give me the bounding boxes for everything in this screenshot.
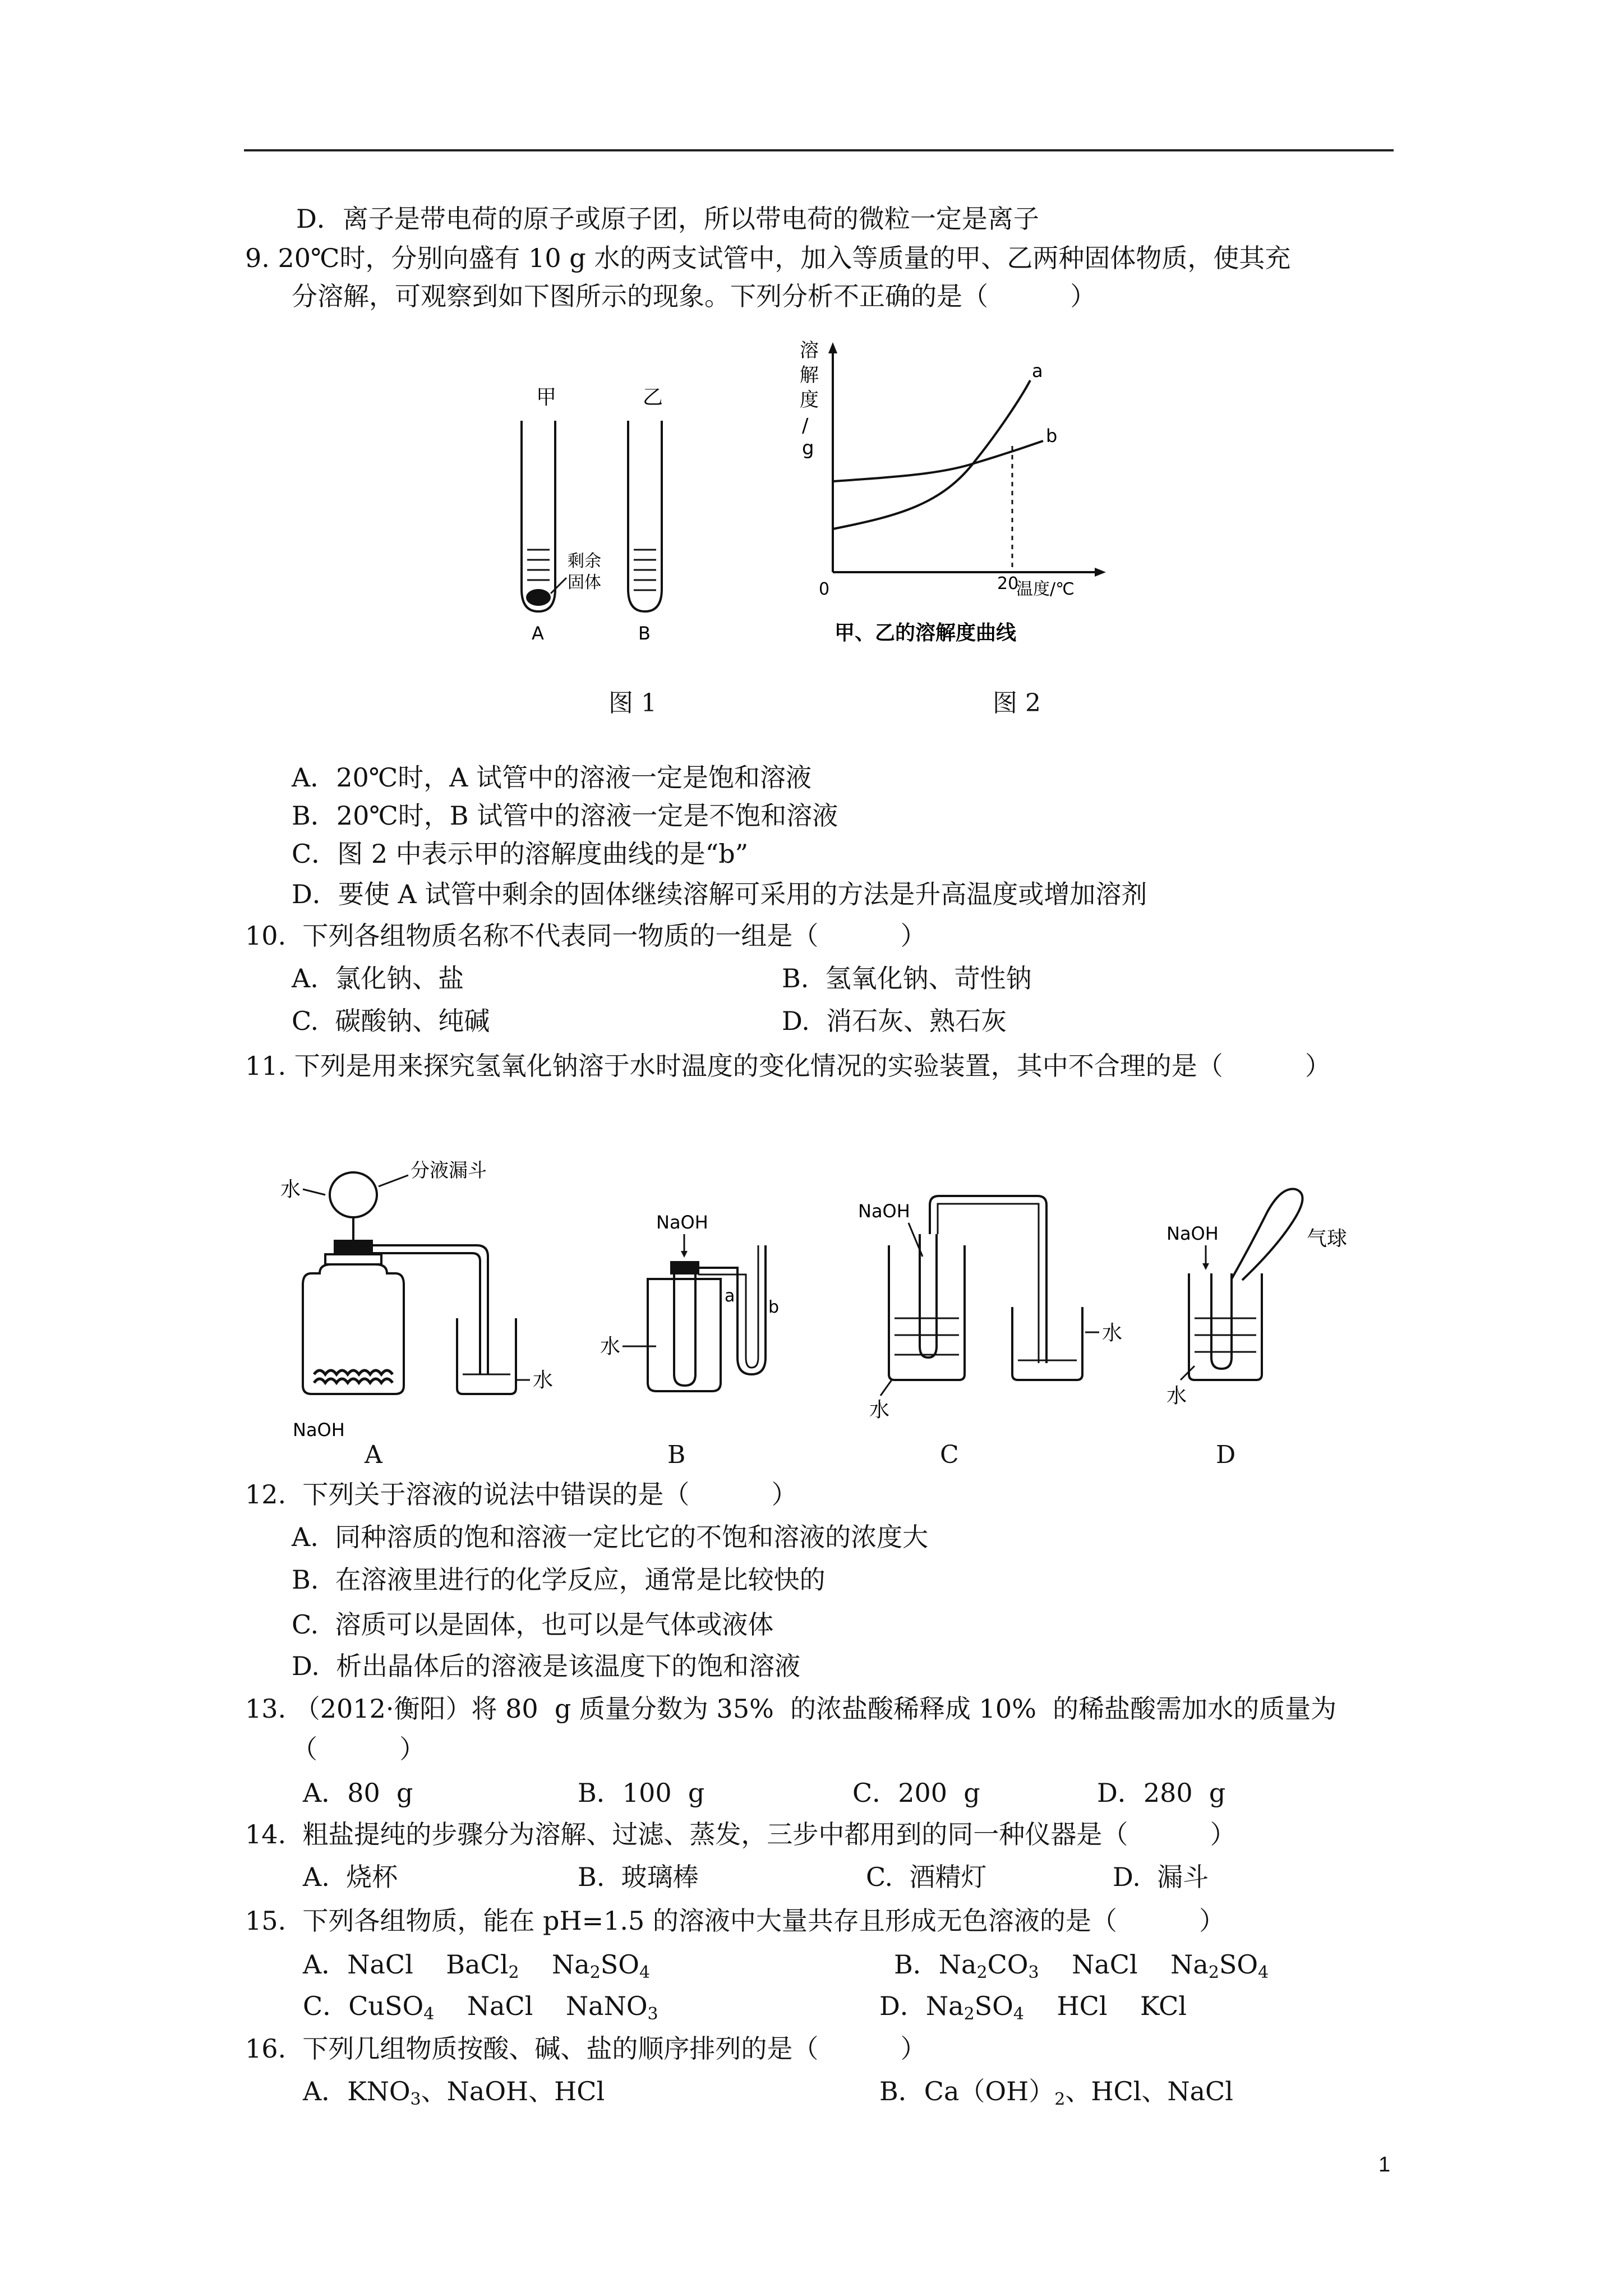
tube-a	[522, 421, 555, 611]
beaker-d	[1189, 1273, 1262, 1380]
tube-a-label: 甲	[536, 386, 557, 409]
q15-option-a: A．NaCl BaCl$_2$ $Na_2SO_4$	[303, 1949, 651, 1982]
q11-stem: 11. 下列是用来探究氢氧化钠溶于水时温度的变化情况的实验装置，其中不合理的是（ ）	[245, 1051, 1331, 1081]
q14-option-c: C. 酒精灯	[866, 1862, 987, 1892]
q11-letter-a: A	[365, 1441, 382, 1469]
q12-option-d: D. 析出晶体后的溶液是该温度下的饱和溶液	[292, 1651, 801, 1681]
q13-stem-line2: （ ）	[292, 1734, 426, 1764]
q15-option-b: B．$Na_2CO_3$ NaCl $Na_2SO_4$	[894, 1949, 1269, 1982]
beaker-c	[889, 1245, 965, 1380]
a-water-label: 水	[280, 1178, 301, 1201]
q14-option-d: D. 漏斗	[1113, 1862, 1209, 1892]
q16-stem: 16. 下列几组物质按酸、碱、盐的顺序排列的是（ ）	[245, 2033, 926, 2064]
d-water-label: 水	[1166, 1384, 1187, 1407]
c-beaker-water-label: 水	[1102, 1322, 1123, 1345]
stopper-a	[334, 1240, 373, 1254]
tube-b-letter: B	[638, 623, 651, 644]
ylabel-5: g	[802, 437, 814, 459]
q12-option-a: A. 同种溶质的饱和溶液一定比它的不饱和溶液的浓度大	[292, 1522, 929, 1552]
d-naoh-label: NaOH	[1166, 1223, 1219, 1244]
residue-label-1: 剩余	[568, 551, 601, 571]
b-tube-b-label: b	[768, 1297, 780, 1317]
q11-letter-c: C	[940, 1441, 959, 1469]
q15-stem: 15. 下列各组物质，能在 pH=1.5 的溶液中大量共存且形成无色溶液的是（ ）	[245, 1906, 1225, 1936]
q12-stem: 12. 下列关于溶液的说法中错误的是（ ）	[245, 1479, 797, 1510]
q10-option-a: A. 氯化钠、盐	[292, 963, 464, 993]
tube-a-letter: A	[532, 623, 544, 644]
b-naoh-label: NaOH	[656, 1212, 708, 1233]
ylabel-2: 解	[800, 364, 819, 386]
q14-option-a: A. 烧杯	[303, 1862, 398, 1892]
q13-option-a: A．80 g	[303, 1778, 413, 1808]
q15-option-d: D．$Na_2SO_4$ HCl KCl	[879, 1991, 1187, 2024]
balloon-label: 气球	[1307, 1227, 1348, 1250]
ylabel-4: /	[802, 415, 809, 437]
figure1-caption: 图 1	[608, 689, 657, 717]
test-tube-d	[1211, 1273, 1232, 1369]
header-rule	[244, 149, 1394, 151]
q9-stem-line2: 分溶解，可观察到如下图所示的现象。下列分析不正确的是（ ）	[292, 281, 1096, 311]
q10-option-d: D. 消石灰、熟石灰	[782, 1006, 1007, 1036]
q13-option-b: B．100 g	[578, 1778, 705, 1808]
bottle-a	[303, 1264, 404, 1394]
q9-stem-line1: 9. 20℃时，分别向盛有 10 g 水的两支试管中，加入等质量的甲、乙两种固体物质，使其充	[245, 243, 1291, 273]
c-naoh-label: NaOH	[858, 1200, 910, 1222]
figure2-caption: 图 2	[993, 689, 1041, 717]
curve-b-label: b	[1046, 425, 1058, 447]
q11-letter-b: B	[667, 1441, 686, 1469]
page-number: 1	[1378, 2153, 1391, 2177]
q9-option-c: C．图 2 中表示甲的溶解度曲线的是“b”	[292, 839, 749, 869]
q10-stem: 10. 下列各组物质名称不代表同一物质的一组是（ ）	[245, 921, 926, 951]
q10-option-c: C. 碳酸钠、纯碱	[292, 1006, 490, 1036]
q13-option-c: C．200 g	[852, 1778, 980, 1808]
chart-title: 甲、乙的溶解度曲线	[834, 622, 1017, 645]
curve-a-label: a	[1032, 360, 1043, 381]
q9-option-b: B．20℃时，B 试管中的溶液一定是不饱和溶液	[292, 800, 838, 831]
x-tick-20: 20	[997, 574, 1019, 593]
c-water-label: 水	[869, 1398, 890, 1421]
q16-option-b: B．$Ca(OH)_2$、HCl、NaCl	[879, 2076, 1233, 2109]
q12-option-b: B. 在溶液里进行的化学反应，通常是比较快的	[292, 1565, 826, 1595]
residue-solid	[526, 589, 551, 606]
tube-b	[628, 421, 662, 611]
u-tube-b	[698, 1245, 766, 1374]
balloon	[1232, 1189, 1303, 1281]
q16-option-a: A．$KNO_3$、NaOH、HCl	[303, 2076, 605, 2109]
b-water-label: 水	[600, 1335, 621, 1358]
flask-b	[648, 1279, 721, 1391]
q14-option-b: B. 玻璃棒	[578, 1862, 699, 1892]
q15-option-c: C．CuSO$_4$ NaCl NaNO$_3$	[303, 1991, 658, 2024]
q9-figure1-test-tubes	[488, 381, 701, 651]
inner-tube-b	[674, 1274, 695, 1386]
q12-option-c: C. 溶质可以是固体，也可以是气体或液体	[292, 1609, 774, 1640]
beaker-a	[457, 1318, 516, 1394]
q9-option-d: D．要使 A 试管中剩余的固体继续溶解可采用的方法是升高温度或增加溶剂	[292, 879, 1147, 909]
q8-option-d: D．离子是带电荷的原子或原子团，所以带电荷的微粒一定是离子	[296, 204, 1039, 234]
q11-letter-d: D	[1216, 1441, 1236, 1469]
apparatus-a	[280, 1159, 553, 1441]
test-tube-c	[920, 1234, 937, 1358]
x-axis-label: 温度/℃	[1016, 579, 1075, 599]
apparatus-d	[1166, 1189, 1347, 1408]
funnel-label: 分液漏斗	[411, 1159, 487, 1182]
q13-stem-line1: 13. （2012·衡阳）将 80 g 质量分数为 35% 的浓盐酸稀释成 10% 的稀盐酸需加水的质量为	[245, 1694, 1337, 1724]
b-tube-a-label: a	[725, 1286, 735, 1306]
tube-b-label: 乙	[643, 386, 663, 409]
q9-figure2-solubility-chart	[785, 337, 1133, 662]
a-beaker-water-label: 水	[533, 1369, 554, 1392]
a-naoh-label: NaOH	[293, 1419, 345, 1441]
q10-option-b: B. 氢氧化钠、苛性钠	[782, 963, 1032, 993]
q14-stem: 14. 粗盐提纯的步骤分为溶解、过滤、蒸发，三步中都用到的同一种仪器是（ ）	[245, 1819, 1236, 1849]
residue-label-2: 固体	[568, 573, 601, 592]
ylabel-3: 度	[800, 389, 819, 411]
apparatus-c	[858, 1196, 1122, 1421]
q9-option-a: A．20℃时，A 试管中的溶液一定是饱和溶液	[292, 762, 812, 793]
apparatus-b	[600, 1212, 779, 1391]
q11-apparatus-figure	[264, 1133, 1430, 1481]
separatory-funnel	[330, 1172, 377, 1217]
ylabel-1: 溶	[800, 339, 819, 362]
origin-label: 0	[819, 579, 830, 599]
q13-option-d: D．280 g	[1097, 1778, 1226, 1808]
